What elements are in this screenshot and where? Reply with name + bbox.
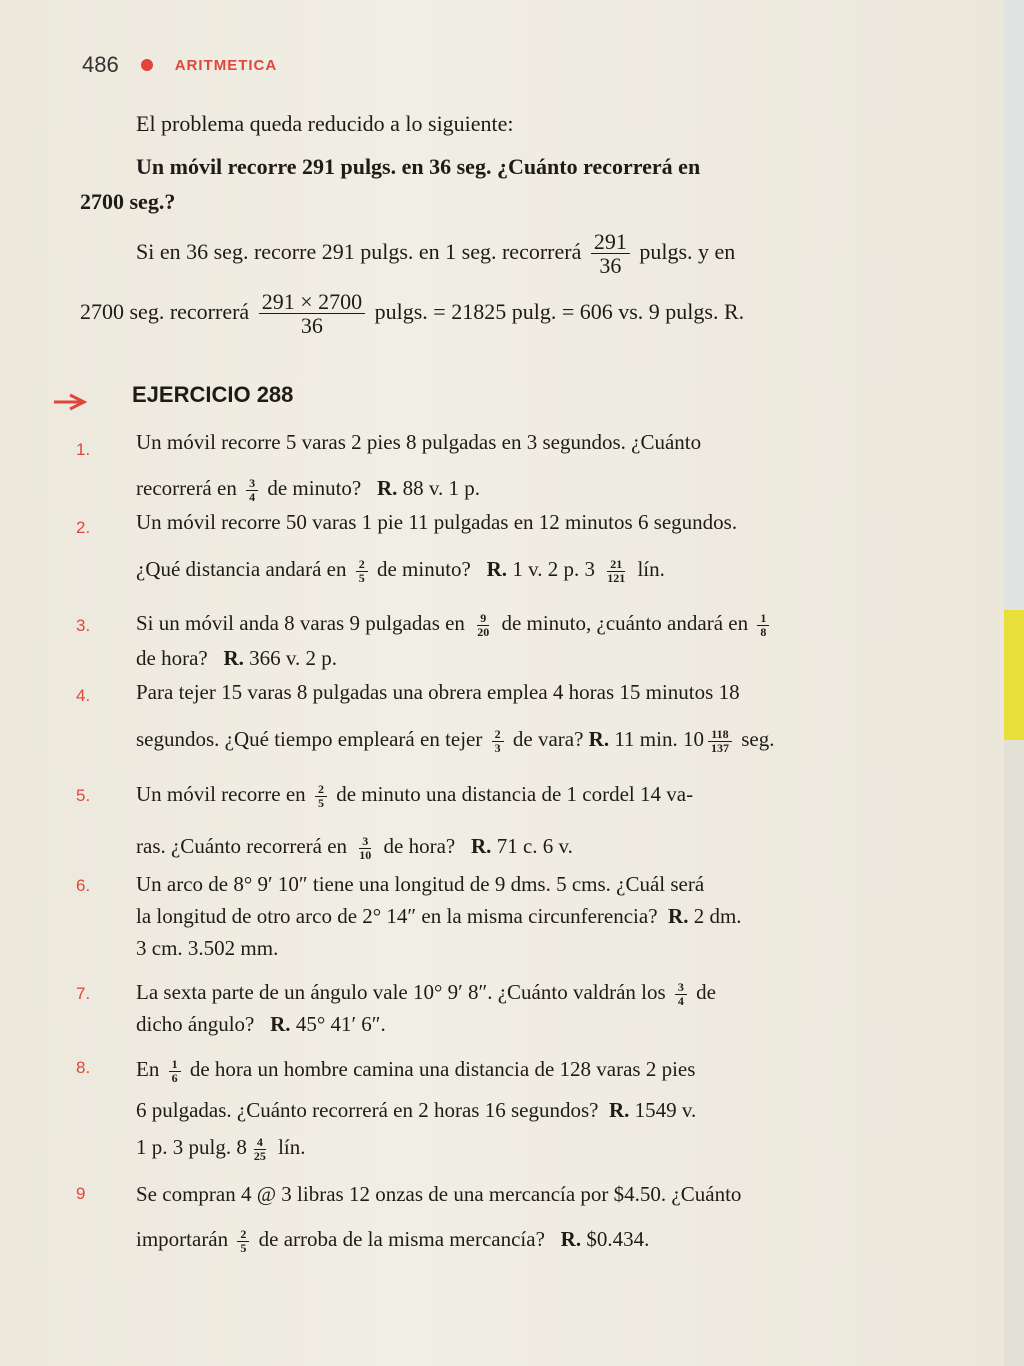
text: pulgs. = 21825 pulg. = 606 vs. 9 pulgs. R. bbox=[374, 299, 745, 324]
answer-label: R. bbox=[668, 904, 689, 928]
page-edge bbox=[1004, 740, 1024, 1366]
numerator: 3 bbox=[246, 477, 258, 491]
fraction bbox=[356, 558, 368, 584]
denominator: 5 bbox=[240, 1240, 247, 1255]
numerator: 2 bbox=[237, 1228, 249, 1242]
text: de minuto, ¿cuánto andará en bbox=[501, 611, 749, 635]
fraction bbox=[492, 728, 504, 754]
denominator: 5 bbox=[317, 795, 324, 810]
fraction bbox=[169, 1058, 181, 1084]
denominator: 20 bbox=[477, 624, 490, 639]
problem-3-line1 bbox=[136, 606, 773, 640]
intro-solution-line2 bbox=[80, 286, 744, 338]
running-header bbox=[82, 52, 277, 78]
text: Si en 36 seg. recorre 291 pulgs. en 1 seg. recorrerá bbox=[136, 239, 582, 264]
arrow-right-icon bbox=[52, 393, 90, 411]
answer-label: R. bbox=[608, 1098, 630, 1122]
answer: 1 v. 2 p. 3 bbox=[512, 557, 595, 581]
numerator: 1 bbox=[757, 612, 769, 626]
fraction bbox=[315, 783, 327, 809]
numerator: 118 bbox=[708, 728, 731, 742]
yellow-tab bbox=[1004, 610, 1024, 740]
answer-label: R. bbox=[471, 834, 492, 858]
answer: 45° 41′ 6″. bbox=[295, 1012, 386, 1036]
intro-solution-line1 bbox=[136, 226, 735, 278]
problem-1-line1: Un móvil recorre 5 varas 2 pies 8 pulgadas en 3 segundos. ¿Cuánto bbox=[136, 430, 702, 454]
problem-9-line2 bbox=[136, 1222, 649, 1256]
text: de bbox=[696, 980, 716, 1004]
page-number: 486 bbox=[82, 52, 119, 77]
fraction bbox=[757, 612, 769, 638]
answer: 71 c. 6 v. bbox=[496, 834, 573, 858]
problem-number: 1. bbox=[76, 440, 91, 459]
problem-7-line1 bbox=[136, 976, 716, 1008]
denominator: 36 bbox=[599, 253, 622, 279]
numerator: 3 bbox=[359, 835, 371, 849]
problem-number: 4. bbox=[76, 686, 91, 705]
problem-7-line2 bbox=[136, 1010, 386, 1038]
answer-label: R. bbox=[223, 646, 244, 670]
answer: 11 min. 10 bbox=[614, 727, 704, 751]
problem-number: 3. bbox=[76, 616, 91, 635]
answer-label: R. bbox=[376, 476, 398, 500]
numerator: 21 bbox=[607, 558, 625, 572]
denominator: 6 bbox=[171, 1070, 178, 1085]
numerator: 9 bbox=[477, 612, 489, 626]
denominator: 36 bbox=[300, 313, 323, 339]
text: pulgs. y en bbox=[639, 239, 736, 264]
text: lín. bbox=[637, 557, 665, 581]
text: de vara? bbox=[512, 727, 584, 751]
answer-label: R. bbox=[588, 727, 610, 751]
answer: $0.434. bbox=[586, 1227, 650, 1251]
numerator: 4 bbox=[254, 1136, 266, 1150]
text: 2700 seg. recorrerá bbox=[80, 299, 250, 324]
numerator: 2 bbox=[356, 558, 368, 572]
fraction bbox=[591, 230, 630, 277]
numerator: 291 × 2700 bbox=[259, 290, 365, 314]
answer: 1549 v. bbox=[634, 1098, 697, 1122]
fraction bbox=[259, 290, 365, 337]
fraction bbox=[251, 1136, 269, 1162]
problem-8-line1 bbox=[136, 1052, 695, 1086]
fraction bbox=[708, 728, 732, 754]
numerator: 2 bbox=[492, 728, 504, 742]
fraction bbox=[474, 612, 492, 638]
problem-6-line1: Un arco de 8° 9′ 10″ tiene una longitud de 9 dms. 5 cms. ¿Cuál será bbox=[136, 872, 705, 896]
text: de hora un hombre camina una distancia de 128 varas 2 pies bbox=[189, 1057, 696, 1081]
problem-8-line2 bbox=[136, 1096, 696, 1124]
text: Un móvil recorre en bbox=[136, 782, 306, 806]
denominator: 121 bbox=[607, 570, 626, 585]
problem-number: 7. bbox=[76, 984, 91, 1003]
numerator: 291 bbox=[591, 230, 630, 254]
fraction bbox=[356, 835, 374, 861]
text: de minuto? bbox=[376, 557, 471, 581]
problem-2-line1: Un móvil recorre 50 varas 1 pie 11 pulgadas en 12 minutos 6 segundos. bbox=[136, 510, 738, 534]
problem-6-line2 bbox=[136, 902, 742, 930]
fraction bbox=[237, 1228, 249, 1254]
text: ras. ¿Cuánto recorrerá en bbox=[136, 834, 348, 858]
problem-5-line1 bbox=[136, 776, 693, 812]
text: de arroba de la misma mercancía? bbox=[258, 1227, 545, 1251]
answer: 366 v. 2 p. bbox=[249, 646, 338, 670]
denominator: 4 bbox=[249, 489, 256, 504]
text: segundos. ¿Qué tiempo empleará en tejer bbox=[136, 727, 483, 751]
denominator: 4 bbox=[677, 993, 684, 1008]
problem-6-line3: 3 cm. 3.502 mm. bbox=[136, 936, 279, 960]
denominator: 8 bbox=[760, 624, 767, 639]
denominator: 10 bbox=[359, 847, 372, 862]
problem-3-line2 bbox=[136, 644, 337, 672]
problem-number: 6. bbox=[76, 876, 91, 895]
problem-8-line3 bbox=[136, 1130, 306, 1164]
denominator: 25 bbox=[253, 1148, 266, 1163]
problem-4-line1: Para tejer 15 varas 8 pulgadas una obrera emplea 4 horas 15 minutos 18 bbox=[136, 680, 740, 704]
text: dicho ángulo? bbox=[136, 1012, 255, 1036]
fraction bbox=[604, 558, 628, 584]
problem-number: 2. bbox=[76, 518, 91, 537]
text: 1 p. 3 pulg. 8 bbox=[136, 1135, 247, 1159]
intro-problem-end: 2700 seg.? bbox=[80, 189, 176, 214]
denominator: 3 bbox=[494, 740, 501, 755]
text: de hora? bbox=[383, 834, 456, 858]
answer: 88 v. 1 p. bbox=[402, 476, 481, 500]
text: de minuto una distancia de 1 cordel 14 va- bbox=[336, 782, 694, 806]
problem-5-line2 bbox=[136, 828, 573, 864]
text: ¿Qué distancia andará en bbox=[136, 557, 347, 581]
text: de minuto? bbox=[267, 476, 362, 500]
problem-number: 8. bbox=[76, 1058, 91, 1077]
denominator: 137 bbox=[710, 740, 729, 755]
text: En bbox=[136, 1057, 160, 1081]
intro-problem bbox=[136, 153, 968, 181]
numerator: 1 bbox=[169, 1058, 181, 1072]
numerator: 3 bbox=[675, 981, 687, 995]
problem-4-line2 bbox=[136, 720, 774, 758]
intro-problem-text: Un móvil recorre 291 pulgs. en 36 seg. ¿Cuánto recorrerá en bbox=[136, 154, 701, 179]
page-edge bbox=[1004, 0, 1024, 610]
text: seg. bbox=[741, 727, 775, 751]
problem-number: 5. bbox=[76, 786, 91, 805]
red-dot-icon bbox=[141, 59, 153, 71]
problem-number: 9 bbox=[76, 1184, 86, 1203]
problem-1-line2 bbox=[136, 472, 480, 504]
answer-label: R. bbox=[270, 1012, 291, 1036]
section-title: ARITMETICA bbox=[174, 56, 278, 74]
exercise-title: EJERCICIO 288 bbox=[132, 382, 294, 407]
numerator: 2 bbox=[315, 783, 327, 797]
text: de hora? bbox=[136, 646, 208, 670]
intro-line: El problema queda reducido a lo siguiente: bbox=[136, 111, 514, 136]
text: Si un móvil anda 8 varas 9 pulgadas en bbox=[136, 611, 465, 635]
text: lín. bbox=[278, 1135, 306, 1159]
text: La sexta parte de un ángulo vale 10° 9′ 8″. ¿Cuánto valdrán los bbox=[136, 980, 666, 1004]
answer: 2 dm. bbox=[693, 904, 742, 928]
problem-2-line2 bbox=[136, 552, 665, 586]
fraction bbox=[675, 981, 687, 1007]
fraction bbox=[246, 477, 258, 503]
answer-label: R. bbox=[560, 1227, 582, 1251]
denominator: 5 bbox=[358, 570, 365, 585]
answer-label: R. bbox=[486, 557, 508, 581]
text: importarán bbox=[136, 1227, 229, 1251]
problem-9-line1: Se compran 4 @ 3 libras 12 onzas de una mercancía por $4.50. ¿Cuánto bbox=[136, 1182, 742, 1206]
text: 6 pulgadas. ¿Cuánto recorrerá en 2 horas 16 segundos? bbox=[136, 1098, 599, 1122]
text: recorrerá en bbox=[136, 476, 237, 500]
text: la longitud de otro arco de 2° 14″ en la misma circunferencia? bbox=[136, 904, 658, 928]
